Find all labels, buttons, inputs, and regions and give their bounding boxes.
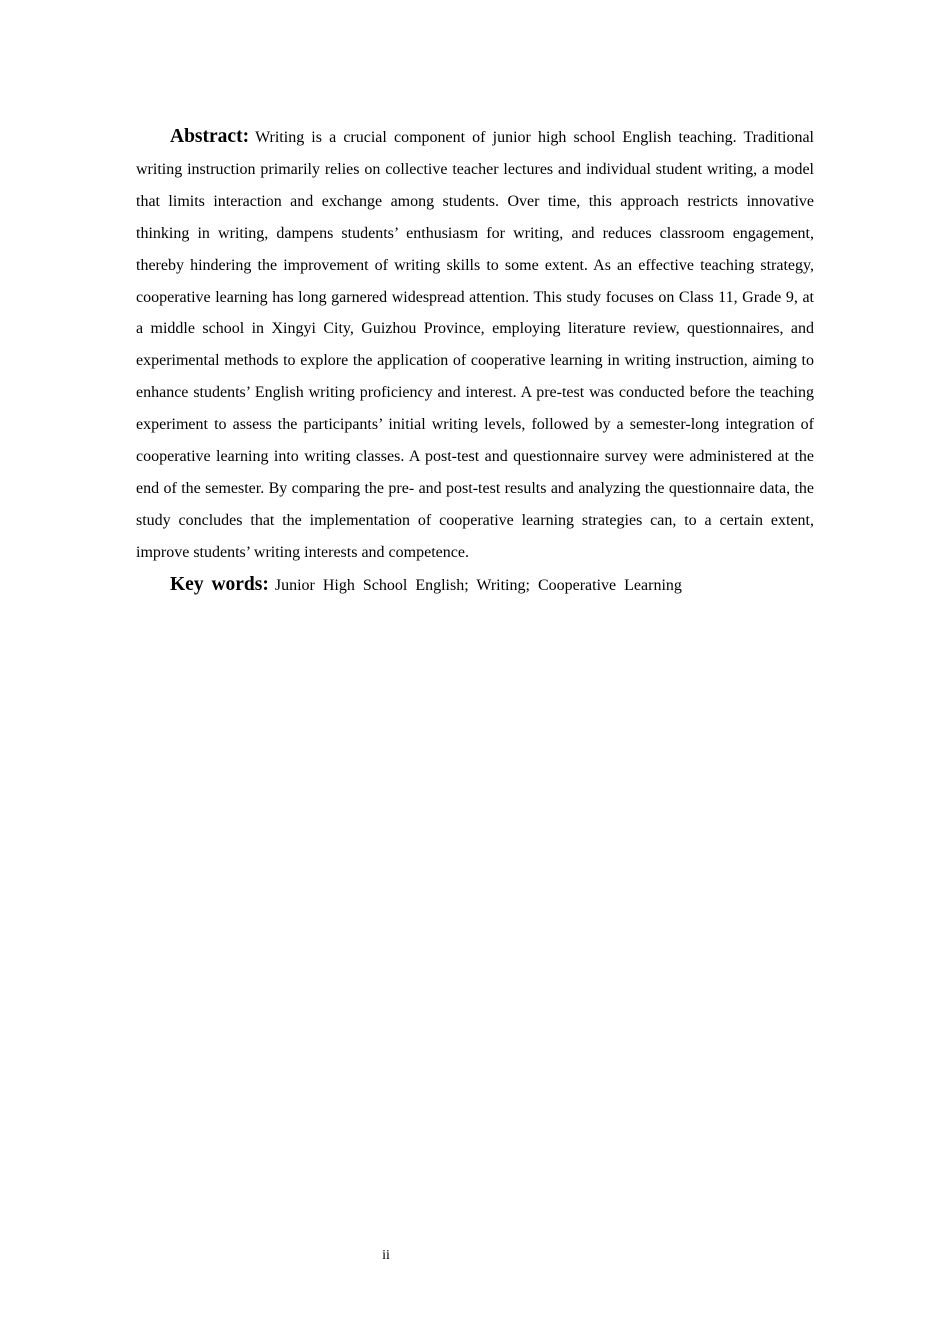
abstract-label: Abstract: [170,126,250,147]
abstract-text: Writing is a crucial component of junior high school English teaching. Traditional writing instruction primarily relies on collective teacher lectures and individual student writing, a model that limits interaction and exchange among students. Over time, this approach restricts innovative thinking in writing, dampens students’ enthusiasm for writing, and reduces classroom engagement, thereby hindering the improvement of writing skills to some extent. As an effective teaching strategy, cooperative learning has long garnered widespread attention. This study focuses on Class 11, Grade 9, at a middle school in Xingyi City, Guizhou Province, employing literature review, questionnaires, and experimental methods to explore the application of cooperative learning in writing instruction, aiming to enhance students’ English writing proficiency and interest. A pre-test was conducted before the teaching experiment to assess the participants’ initial writing levels, followed by a semester-long integration of cooperative learning into writing classes. A post-test and questionnaire survey were administered at the end of the semester. By comparing the pre- and post-test results and analyzing the questionnaire data, the study concludes that the implementation of cooperative learning strategies can, to a certain extent, improve students’ writing interests and competence. [136,129,814,561]
abstract-paragraph [136,121,814,569]
abstract-section [136,121,814,602]
page-number: ii [382,1248,390,1263]
keywords-text: Junior High School English; Writing; Cooperative Learning [274,576,682,594]
keywords-label: Key words: [170,573,269,595]
keywords-paragraph [136,569,814,602]
